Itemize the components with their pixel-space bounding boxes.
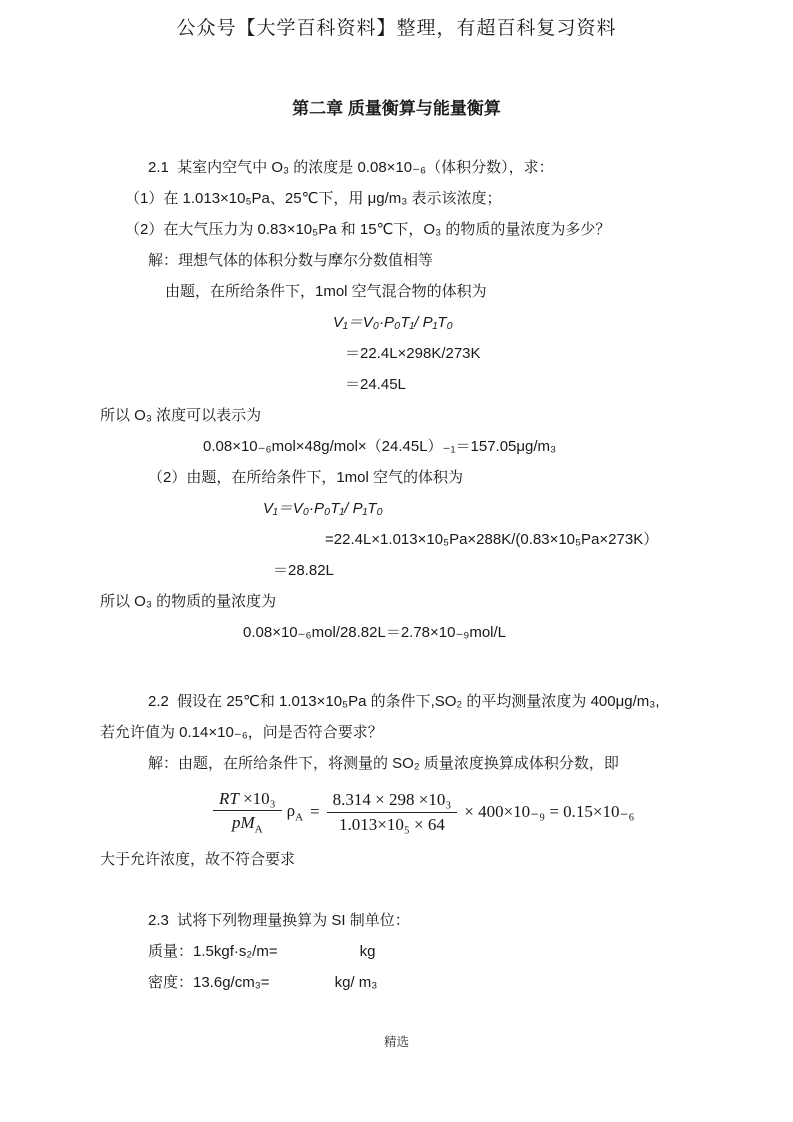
formula-result: × 400×10₋₉ = 0.15×10₋₆ bbox=[464, 802, 635, 821]
numerator-factor: ×10₃ bbox=[238, 789, 276, 809]
equation-v1-substitution: ＝22.4L×298K/273K bbox=[345, 345, 481, 362]
equation-v1-result: ＝24.45L bbox=[345, 376, 406, 393]
density-conversion-row bbox=[100, 967, 723, 998]
o3-concentration-intro: 所以 O₃ 浓度可以表示为 bbox=[100, 407, 262, 424]
variable-pm: pM bbox=[231, 813, 255, 833]
problem-2-1-question-1: （1）在 1.013×10₅Pa、25℃下，用 μg/m₃ 表示该浓度； bbox=[125, 190, 502, 207]
equation-v2-definition: V₁＝V₀·P₀T₁/ P₁T₀ bbox=[263, 500, 383, 517]
equation-v2-result: ＝28.82L bbox=[273, 562, 334, 579]
fraction-lhs-denominator bbox=[213, 811, 282, 835]
fraction-rhs-denominator: 1.013×10₅ × 64 bbox=[339, 814, 445, 834]
fraction-rhs bbox=[327, 789, 458, 835]
equals-sign: = bbox=[310, 802, 320, 821]
equation-o3-mass-concentration: 0.08×10₋₆mol×48g/mol×（24.45L）₋₁＝157.05μg/m₃ bbox=[203, 438, 557, 455]
doc-header-text: 公众号【大学百科资料】整理，有超百科复习资料 bbox=[176, 18, 617, 39]
density-unit: kg/ m₃ bbox=[334, 974, 378, 991]
fraction-lhs bbox=[213, 788, 282, 836]
rho-a-term bbox=[287, 801, 303, 823]
fraction-rhs-numerator: 8.314 × 298 ×10₃ bbox=[327, 789, 458, 812]
problem-2-3-statement: 2.3 试将下列物理量换算为 SI 制单位： bbox=[148, 912, 410, 929]
fraction-lhs-numerator bbox=[213, 788, 282, 811]
so2-conversion-formula bbox=[213, 783, 723, 841]
solution-2-1-intro: 解：理想气体的体积分数与摩尔分数值相等 bbox=[148, 252, 434, 269]
mass-conversion-row bbox=[100, 936, 723, 967]
solution-2-1-given: 由题，在所给条件下，1mol 空气混合物的体积为 bbox=[165, 283, 487, 300]
problem-2-2-statement-line2: 若允许值为 0.14×10₋₆，问是否符合要求？ bbox=[100, 724, 383, 741]
variable-rt: RT bbox=[219, 789, 239, 809]
solution-2-2-intro: 解：由题，在所给条件下，将测量的 SO₂ 质量浓度换算成体积分数，即 bbox=[148, 755, 619, 772]
equation-v2-substitution: =22.4L×1.013×10₅Pa×288K/(0.83×10₅Pa×273K） bbox=[325, 531, 659, 548]
problem-2-1-question-2: （2）在大气压力为 0.83×10₅Pa 和 15℃下，O₃ 的物质的量浓度为多少？ bbox=[125, 221, 611, 238]
mass-label: 质量：1.5kgf·s₂/m= bbox=[148, 943, 278, 960]
subscript-a: A bbox=[254, 823, 263, 836]
problem-2-2-statement-line1: 2.2 假设在 25℃和 1.013×10₅Pa 的条件下,SO₂ 的平均测量浓度为 400μg/m₃, bbox=[148, 693, 660, 710]
equation-v1-definition: V₁＝V₀·P₀T₁/ P₁T₀ bbox=[333, 314, 453, 331]
conclusion-2-2: 大于允许浓度，故不符合要求 bbox=[100, 851, 296, 868]
density-label: 密度：13.6g/cm₃= bbox=[148, 974, 270, 991]
o3-molar-concentration-intro: 所以 O₃ 的物质的量浓度为 bbox=[100, 593, 277, 610]
variable-rho: ρ bbox=[286, 800, 296, 820]
problem-2-1-statement: 2.1 某室内空气中 O₃ 的浓度是 0.08×10₋₆（体积分数），求： bbox=[148, 159, 554, 176]
page-footer: 精选 bbox=[383, 1035, 409, 1049]
doc-body bbox=[0, 152, 793, 998]
subscript-a: A bbox=[295, 811, 304, 824]
chapter-title: 第二章 质量衡算与能量衡算 bbox=[292, 99, 501, 118]
mass-unit: kg bbox=[359, 943, 376, 960]
equation-o3-molar-concentration: 0.08×10₋₆mol/28.82L＝2.78×10₋₉mol/L bbox=[243, 624, 507, 641]
solution-2-1-part2-given: （2）由题，在所给条件下，1mol 空气的体积为 bbox=[148, 469, 464, 486]
